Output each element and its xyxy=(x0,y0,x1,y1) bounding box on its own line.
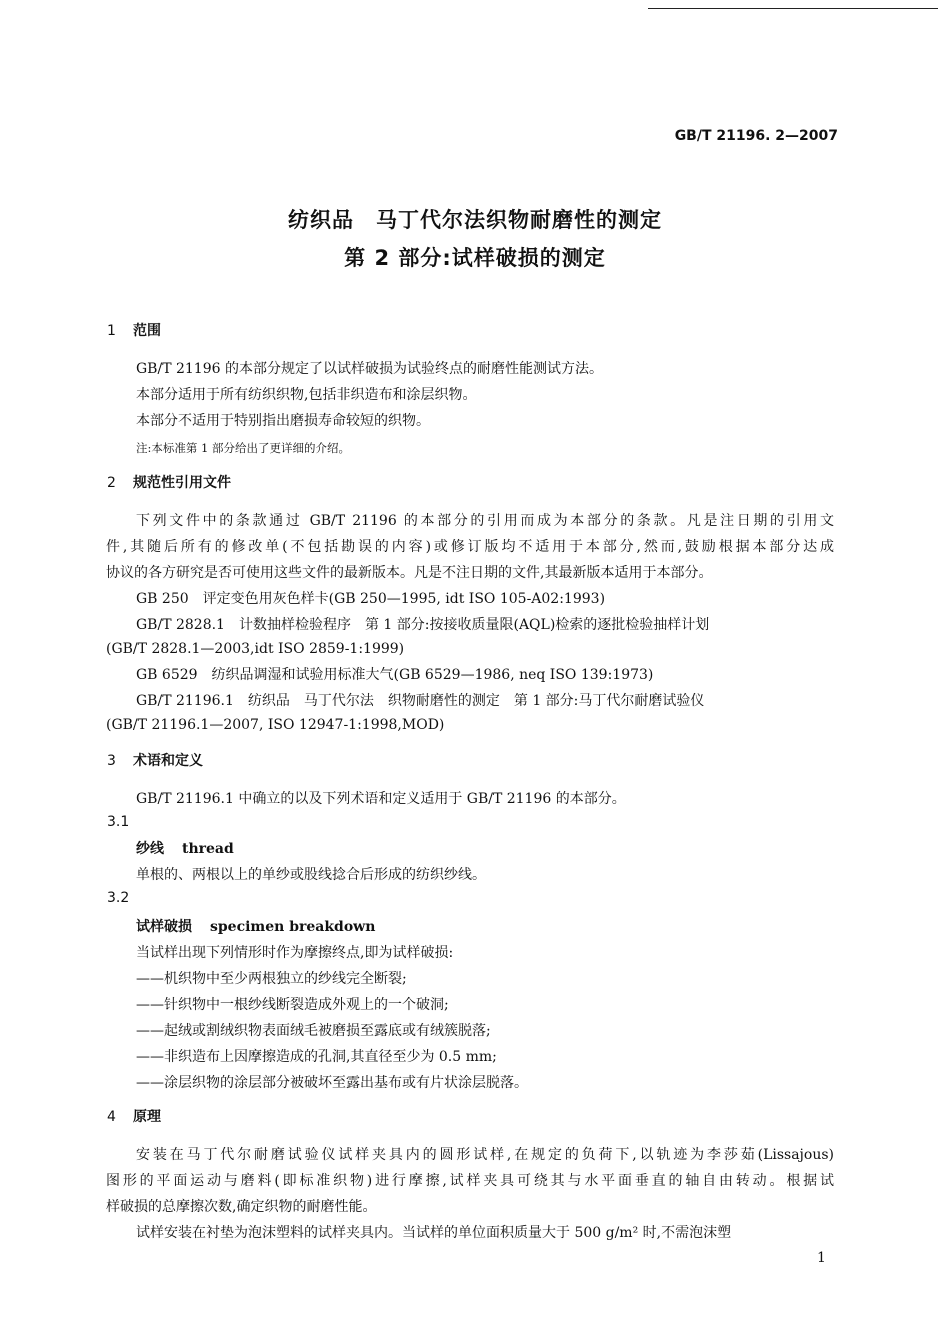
list-item: ——起绒或割绒织物表面绒毛被磨损至露底或有绒簇脱落; xyxy=(136,1023,491,1039)
section-number: 4 xyxy=(107,1109,116,1125)
section-title: 术语和定义 xyxy=(133,753,203,769)
paragraph-line: 协议的各方研究是否可使用这些文件的最新版本。凡是不注日期的文件,其最新版本适用于本部分。 xyxy=(106,565,713,581)
section-title: 规范性引用文件 xyxy=(133,475,231,491)
reference-item: GB/T 2828.1 计数抽样检验程序 第 1 部分:按接收质量限(AQL)检索的逐批检验抽样计划 xyxy=(136,617,710,633)
reference-item: GB/T 21196.1 纺织品 马丁代尔法 织物耐磨性的测定 第 1 部分:马丁代尔耐磨试验仪 xyxy=(136,693,705,709)
section-number: 2 xyxy=(107,475,116,491)
section-title: 范围 xyxy=(133,323,161,339)
reference-item: GB 250 评定变色用灰色样卡(GB 250—1995, idt ISO 105-A02:1993) xyxy=(136,591,606,607)
term-en: specimen breakdown xyxy=(210,919,376,935)
term-zh: 试样破损 xyxy=(136,919,192,935)
paragraph: 本部分不适用于特别指出磨损寿命较短的织物。 xyxy=(136,413,430,429)
section-number: 3 xyxy=(107,753,116,769)
reference-item-cont: (GB/T 21196.1—2007, ISO 12947-1:1998,MOD) xyxy=(106,717,445,733)
paragraph: GB/T 21196.1 中确立的以及下列术语和定义适用于 GB/T 21196 的本部分。 xyxy=(136,791,626,807)
list-item: ——非织造布上因摩擦造成的孔洞,其直径至少为 0.5 mm; xyxy=(136,1049,497,1065)
note: 注:本标准第 1 部分给出了更详细的介绍。 xyxy=(136,441,351,455)
section-1-heading xyxy=(107,320,161,340)
paragraph-line: 样破损的总摩擦次数,确定织物的耐磨性能。 xyxy=(106,1199,377,1215)
document-subtitle: 第 2 部分:试样破损的测定 xyxy=(344,246,606,270)
term-definition: 单根的、两根以上的单纱或股线捻合后形成的纺织纱线。 xyxy=(136,867,486,883)
section-4-heading xyxy=(107,1106,161,1126)
reference-item-cont: (GB/T 2828.1—2003,idt ISO 2859-1:1999) xyxy=(106,641,405,657)
paragraph-line: 试样安装在衬垫为泡沫塑料的试样夹具内。当试样的单位面积质量大于 500 g/m² 时,不需泡沫塑 xyxy=(136,1225,732,1241)
term-number: 3.2 xyxy=(107,890,130,906)
term-heading xyxy=(136,916,375,936)
section-number: 1 xyxy=(107,323,116,339)
paragraph-line: 下列文件中的条款通过 GB/T 21196 的本部分的引用而成为本部分的条款。凡是注日期的引用文 xyxy=(136,513,834,529)
list-item: ——机织物中至少两根独立的纱线完全断裂; xyxy=(136,971,407,987)
term-definition: 当试样出现下列情形时作为摩擦终点,即为试样破损: xyxy=(136,945,454,961)
paragraph-line: 件,其随后所有的修改单(不包括勘误的内容)或修订版均不适用于本部分,然而,鼓励根据本部分达成 xyxy=(106,539,834,555)
paragraph: GB/T 21196 的本部分规定了以试样破损为试验终点的耐磨性能测试方法。 xyxy=(136,361,603,377)
paragraph-line: 安装在马丁代尔耐磨试验仪试样夹具内的圆形试样,在规定的负荷下,以轨迹为李莎茹(Lissajous) xyxy=(136,1147,834,1163)
section-title: 原理 xyxy=(133,1109,161,1125)
document-title: 纺织品 马丁代尔法织物耐磨性的测定 xyxy=(288,208,662,232)
term-number: 3.1 xyxy=(107,814,130,830)
list-item: ——针织物中一根纱线断裂造成外观上的一个破洞; xyxy=(136,997,449,1013)
reference-item: GB 6529 纺织品调湿和试验用标准大气(GB 6529—1986, neq ISO 139:1973) xyxy=(136,667,654,683)
list-item: ——涂层织物的涂层部分被破坏至露出基布或有片状涂层脱落。 xyxy=(136,1075,528,1091)
standard-number: GB/T 21196. 2—2007 xyxy=(674,128,838,144)
section-3-heading xyxy=(107,750,203,770)
paragraph: 本部分适用于所有纺织织物,包括非织造布和涂层织物。 xyxy=(136,387,477,403)
term-en: thread xyxy=(182,841,234,857)
term-heading xyxy=(136,838,234,858)
paragraph-line: 图形的平面运动与磨料(即标准织物)进行摩擦,试样夹具可绕其与水平面垂直的轴自由转动。根据试 xyxy=(106,1173,834,1189)
section-2-heading xyxy=(107,472,231,492)
header-rule xyxy=(648,8,938,9)
page-number: 1 xyxy=(817,1250,826,1266)
term-zh: 纱线 xyxy=(136,841,164,857)
